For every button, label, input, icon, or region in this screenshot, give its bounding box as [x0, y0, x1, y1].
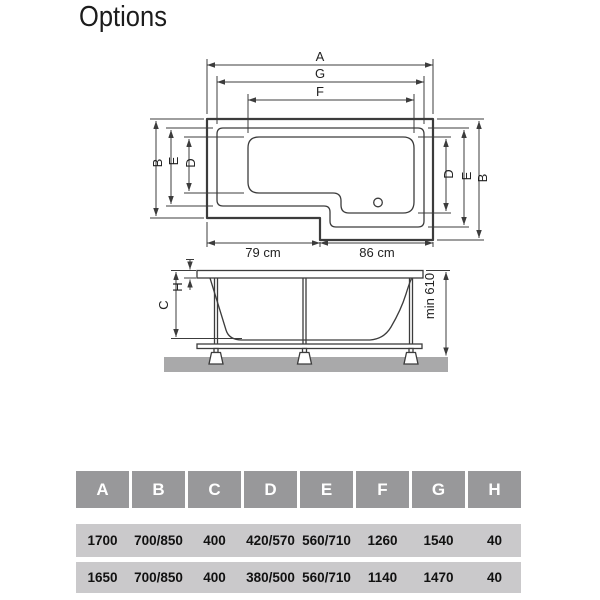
frame-legs	[215, 278, 413, 344]
value-cell: 40	[486, 570, 503, 585]
foot-center	[298, 349, 312, 365]
dim-label-h: H	[170, 282, 185, 292]
tub-profile-curve	[210, 278, 412, 340]
value-cell: 420/570	[246, 533, 295, 548]
dim-label-g: G	[314, 66, 326, 81]
spec-table-row-2	[76, 562, 521, 593]
dim-label-86cm: 86 cm	[359, 245, 395, 260]
header-cell-g: G	[412, 471, 465, 508]
value-cell: 700/850	[134, 570, 183, 585]
dim-label-d-left: D	[183, 158, 198, 168]
value-cell: 1650	[87, 570, 118, 585]
value-cell: 1260	[367, 533, 398, 548]
value-cell: 400	[203, 533, 226, 548]
value-cell: 40	[486, 533, 503, 548]
value-cell: 1700	[87, 533, 118, 548]
header-cell-f: F	[356, 471, 409, 508]
dim-label-f: F	[316, 84, 324, 99]
value-cell: 400	[203, 570, 226, 585]
dim-label-d-right: D	[441, 169, 456, 179]
dim-label-c: C	[156, 300, 171, 310]
spec-table-row-1	[76, 524, 521, 557]
foot-right	[404, 349, 418, 365]
value-cell: 700/850	[134, 533, 183, 548]
dim-label-79cm: 79 cm	[245, 245, 281, 260]
spec-table-header-row	[76, 471, 521, 508]
header-cell-a: A	[76, 471, 129, 508]
header-cell-b: B	[132, 471, 185, 508]
top-view	[150, 49, 490, 260]
dim-label-a: A	[315, 49, 325, 64]
foot-left	[209, 349, 223, 365]
dim-label-e-right: E	[459, 171, 474, 181]
value-cell: 1140	[367, 570, 398, 585]
front-view	[156, 260, 450, 373]
dim-label-e-left: E	[166, 156, 181, 166]
tub-rim-section	[197, 271, 423, 279]
frame-bottom-rail	[197, 344, 422, 349]
header-cell-c: C	[188, 471, 241, 508]
header-cell-h: H	[468, 471, 521, 508]
tub-basin-outline	[248, 137, 414, 213]
page-title: Options	[79, 1, 167, 33]
value-cell: 1470	[423, 570, 454, 585]
dim-label-min-610: min 610	[422, 272, 437, 320]
dim-label-b-left: B	[150, 158, 165, 168]
spec-table	[76, 471, 521, 585]
dim-label-b-right: B	[475, 173, 490, 183]
header-cell-e: E	[300, 471, 353, 508]
header-cell-d: D	[244, 471, 297, 508]
value-cell: 560/710	[302, 533, 351, 548]
value-cell: 1540	[423, 533, 454, 548]
drain-icon	[374, 198, 383, 207]
value-cell: 560/710	[302, 570, 351, 585]
value-cell: 380/500	[246, 570, 295, 585]
